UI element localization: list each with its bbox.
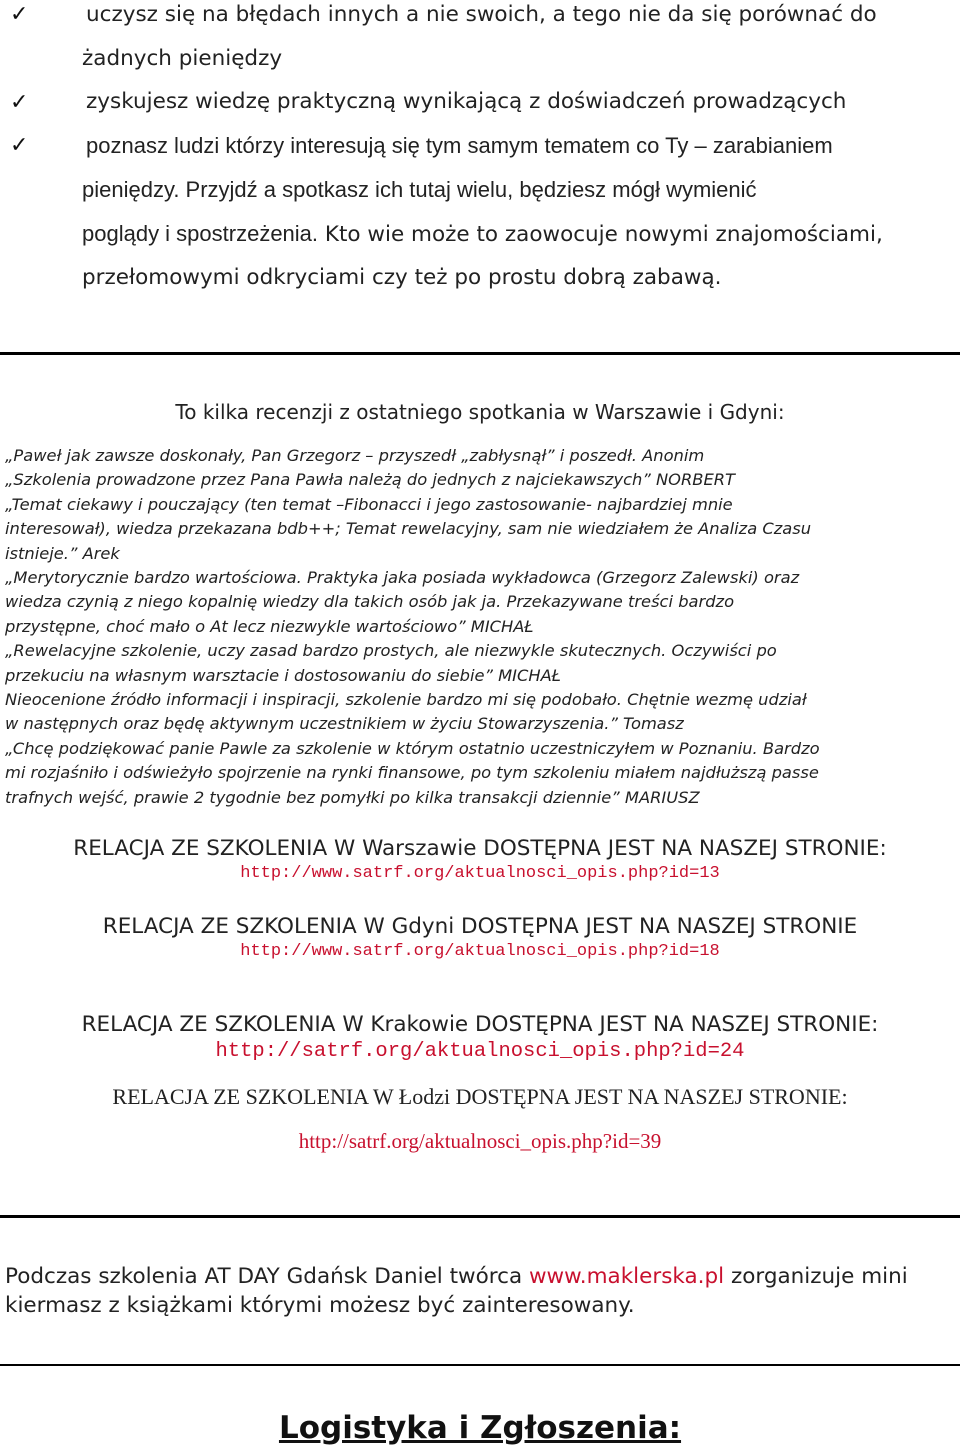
- review-line: „Paweł jak zawsze doskonały, Pan Grzegorz – przyszedł „zabłysnął” i poszedł. Anonim: [5, 446, 705, 465]
- relation-lodz-link[interactable]: http://satrf.org/aktualnosci_opis.php?id=39: [298, 1129, 662, 1153]
- relation-gdynia-text: RELACJA ZE SZKOLENIA W Gdyni DOSTĘPNA JEST NA NASZEJ STRONIE: [102, 914, 858, 939]
- horizontal-rule: [0, 1364, 960, 1366]
- bullet-1-line-2: żadnych pieniędzy: [82, 46, 283, 71]
- review-line: „Rewelacyjne szkolenie, uczy zasad bardzo prostych, ale niezwykle skutecznych. Oczywiści po: [5, 641, 777, 661]
- review-line: wiedza czynią z niego kopalnię wiedzy dla takich osób jak ja. Przekazywane treści bardzo: [5, 592, 735, 612]
- announcement-text-before: Podczas szkolenia AT DAY Gdańsk Daniel twórca: [5, 1264, 529, 1289]
- review-line: w następnych oraz będę aktywnym uczestnikiem w życiu Stowarzyszenia.” Tomasz: [5, 714, 684, 734]
- relation-krakow-link[interactable]: http://satrf.org/aktualnosci_opis.php?id=24: [215, 1040, 745, 1063]
- bullet-2-line-1: zyskujesz wiedzę praktyczną wynikającą z doświadczeń prowadzących: [86, 89, 847, 114]
- review-line: interesował), wiedza przekazana bdb++; Temat rewelacyjny, sam nie wiedziałem że Analiza Czasu: [5, 519, 812, 539]
- check-icon: ✓: [10, 90, 29, 115]
- bullet-1-line-1: uczysz się na błędach innych a nie swoich, a tego nie da się porównać do: [86, 2, 877, 27]
- review-line: „Merytorycznie bardzo wartościowa. Praktyka jaka posiada wykładowca (Grzegorz Zalewski) oraz: [5, 568, 800, 587]
- bullet-3-line-2: pieniędzy. Przyjdź a spotkasz ich tutaj wielu, będziesz mógł wymienić: [82, 177, 757, 202]
- review-line: mi rozjaśniło i odświeżyło spojrzenie na rynki finansowe, po tym szkoleniu miałem najdłuższą passe: [5, 763, 819, 783]
- bullet-3-line-3: poglądy i spostrzeżenia. Kto wie może to zaowocuje nowymi znajomościami,: [82, 221, 883, 247]
- review-line: Nieocenione źródło informacji i inspiracji, szkolenie bardzo mi się podobało. Chętnie wezmę udział: [5, 690, 807, 709]
- relation-lodz-text: RELACJA ZE SZKOLENIA W Łodzi DOSTĘPNA JEST NA NASZEJ STRONIE:: [112, 1084, 848, 1109]
- announcement: [5, 1262, 955, 1320]
- relation-krakow-text: RELACJA ZE SZKOLENIA W Krakowie DOSTĘPNA JEST NA NASZEJ STRONIE:: [81, 1012, 879, 1037]
- maklerska-link[interactable]: www.maklerska.pl: [528, 1264, 725, 1289]
- relation-gdynia-link[interactable]: http://www.satrf.org/aktualnosci_opis.php?id=18: [240, 942, 720, 961]
- review-line: przekuciu na własnym warsztacie i dostosowaniu do siebie” MICHAŁ: [5, 665, 561, 685]
- horizontal-rule: [0, 352, 960, 355]
- check-icon: ✓: [10, 133, 29, 158]
- bullet-3-line-4: przełomowymi odkryciami czy też po prostu dobrą zabawą.: [82, 265, 722, 290]
- review-line: „Temat ciekawy i pouczający (ten temat –Fibonacci i jego zastosowanie- najbardziej mnie: [5, 494, 733, 514]
- section-heading: Logistyka i Zgłoszenia:: [278, 1410, 682, 1446]
- check-icon: ✓: [10, 2, 29, 27]
- review-line: przystępne, choć mało o At lecz niezwykle wartościowo” MICHAŁ: [5, 616, 534, 636]
- review-line: „Chcę podziękować panie Pawle za szkolenie w którym ostatnio uczestniczyłem w Poznaniu. Bardzo: [5, 738, 820, 758]
- bullet-3-line-1: poznasz ludzi którzy interesują się tym samym tematem co Ty – zarabianiem: [86, 133, 833, 158]
- reviews-intro: To kilka recenzji z ostatniego spotkania w Warszawie i Gdyni:: [175, 400, 785, 424]
- review-line: istnieje.” Arek: [5, 543, 120, 563]
- announcement-text-after: zorganizuje mini kiermasz z książkami którymi możesz być zainteresowany.: [5, 1264, 908, 1318]
- horizontal-rule: [0, 1215, 960, 1218]
- relation-warszawa-text: RELACJA ZE SZKOLENIA W Warszawie DOSTĘPNA JEST NA NASZEJ STRONIE:: [73, 836, 887, 861]
- review-line: trafnych wejść, prawie 2 tygodnie bez pomyłki po kilka transakcji dziennie” MARIUSZ: [5, 787, 700, 807]
- review-line: „Szkolenia prowadzone przez Pana Pawła należą do jednych z najciekawszych” NORBERT: [5, 470, 735, 490]
- relation-warszawa-link[interactable]: http://www.satrf.org/aktualnosci_opis.php?id=13: [240, 864, 720, 883]
